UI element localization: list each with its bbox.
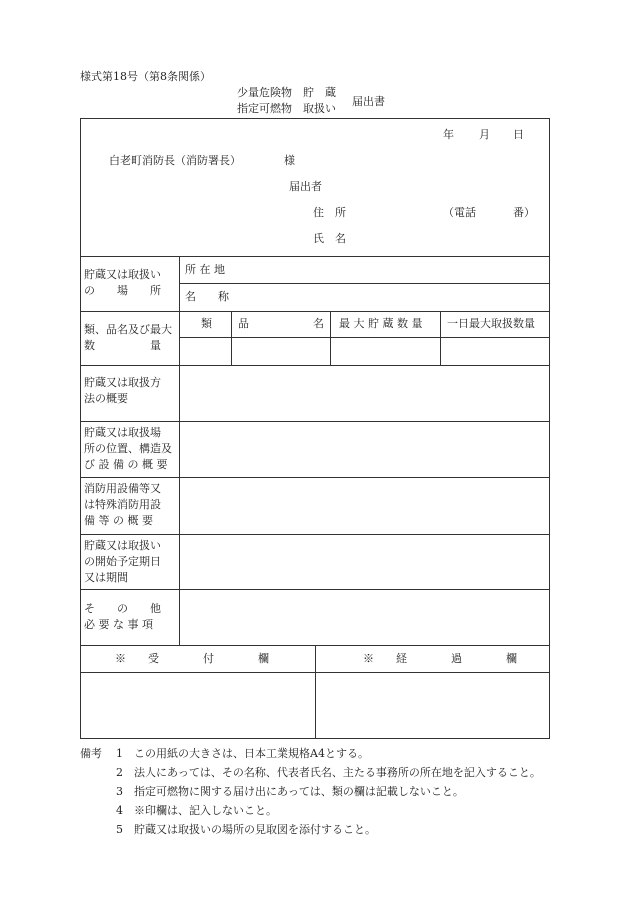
note-text: 法人にあっては、その名称、代表者氏名、主たる事務所の所在地を記入すること。 [134,766,541,779]
items-label-line2: 数 量 [84,339,161,352]
place-label-line1: 貯蔵又は取扱い [84,268,161,281]
progress-header: ※ 経 過 欄 [363,652,517,665]
row-fire-equip-line2: は特殊消防用設 [84,498,161,511]
column-item-b: 名 [313,317,324,330]
divider [81,477,549,478]
note-item [80,801,541,820]
note-item [80,763,541,782]
place-label-line2: の 場 所 [84,284,161,297]
row-facility-line3: び 設 備 の 概 要 [84,458,168,471]
row-fire-equip-line3: 備 等 の 概 要 [84,514,153,527]
note-text: 指定可燃物に関する届け出にあっては、類の欄は記載しないこと。 [134,785,464,798]
note-item [80,820,541,839]
notifier-label: 届出者 [289,180,322,193]
place-name-label: 名 称 [185,290,229,303]
divider [81,365,549,366]
address-label: 住 所 [313,206,346,219]
phone-label: （電話 [443,206,476,219]
form-number: 様式第18号（第8条関係） [80,70,211,83]
row-other-line1: そ の 他 [84,602,161,615]
divider [81,589,549,590]
date-day: 日 [513,128,524,141]
divider [179,283,549,284]
row-start-date-line2: の開始予定期日 [84,555,161,568]
divider [231,311,232,365]
row-other-line2: 必 要 な 事 項 [84,618,153,631]
divider [179,256,180,645]
row-start-date-line3: 又は期間 [84,571,128,584]
column-daily-max: 一日最大取扱数量 [447,317,535,330]
location-label: 所 在 地 [185,263,225,276]
divider [315,645,316,739]
title-line-2: 指定可燃物 取扱い [237,102,336,115]
divider [81,421,549,422]
row-facility-line1: 貯蔵又は取扱場 [84,426,161,439]
form-table [80,118,550,739]
title-line-1: 少量危険物 貯 蔵 [237,86,336,99]
title-suffix: 届出書 [352,95,385,108]
divider [81,534,549,535]
row-start-date-line1: 貯蔵又は取扱い [84,539,161,552]
note-item [80,744,541,763]
note-number: 3 [116,785,123,798]
phone-suffix: 番） [513,206,535,219]
divider [81,311,549,312]
divider [179,337,549,338]
note-text: この用紙の大きさは、日本工業規格A4とする。 [134,747,369,760]
column-class: 類 [201,317,212,330]
note-number: 4 [116,804,123,817]
notes [80,744,541,839]
note-number: 5 [116,823,123,836]
row-fire-equip-line1: 消防用設備等又 [84,482,161,495]
notes-heading: 備考 [80,747,102,760]
items-label-line1: 類、品名及び最大 [84,323,172,336]
row-method-line2: 法の概要 [84,392,128,405]
row-facility-line2: 所の位置、構造及 [84,442,172,455]
column-max-storage: 最 大 貯 蔵 数 量 [339,317,423,330]
divider [330,311,331,365]
column-item-a: 品 [238,317,249,330]
date-year: 年 [443,128,454,141]
note-number: 1 [116,747,123,760]
name-label: 氏 名 [313,232,346,245]
note-text: ※印欄は、記入しないこと。 [134,804,277,817]
note-number: 2 [116,766,123,779]
date-month: 月 [479,128,490,141]
divider [440,311,441,365]
honorific: 様 [284,154,295,167]
note-text: 貯蔵又は取扱いの場所の見取図を添付すること。 [134,823,376,836]
recipient: 白老町消防長（消防署長） [109,154,241,167]
note-item [80,782,541,801]
row-method-line1: 貯蔵又は取扱方 [84,376,161,389]
divider [81,256,549,257]
reception-header: ※ 受 付 欄 [115,652,269,665]
